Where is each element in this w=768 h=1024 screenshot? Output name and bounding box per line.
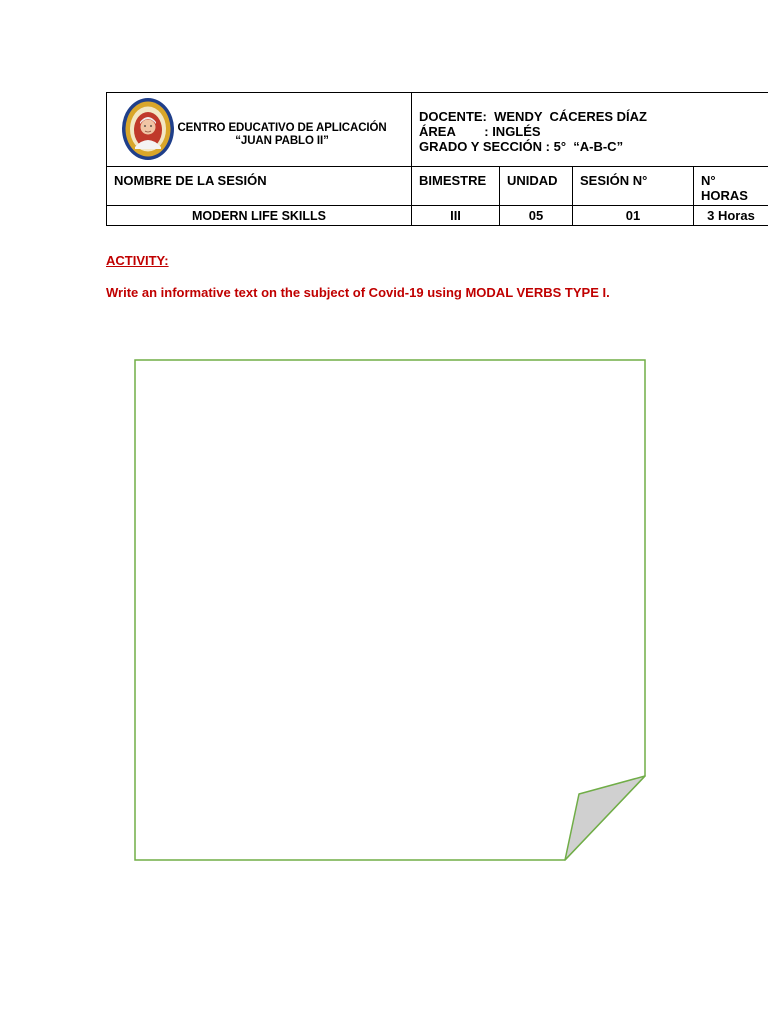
hours-label-line2: HORAS (701, 188, 748, 203)
school-logo-seal (121, 97, 175, 161)
writing-area-outline (135, 360, 645, 860)
unit-value: 05 (500, 206, 573, 226)
unit-label: UNIDAD (500, 167, 573, 206)
session-name-label: NOMBRE DE LA SESIÓN (107, 167, 412, 206)
hours-label (694, 167, 768, 206)
session-number-label: SESIÓN N° (573, 167, 694, 206)
session-header-table (106, 92, 768, 226)
teacher-name: DOCENTE: WENDY CÁCERES DÍAZ (419, 109, 647, 124)
session-number-value: 01 (573, 206, 694, 226)
teacher-info-cell (412, 93, 768, 167)
hours-value: 3 Horas (694, 206, 768, 226)
grade-section: GRADO Y SECCIÓN : 5° “A-B-C” (419, 139, 624, 154)
school-cell (107, 93, 412, 167)
hours-label-line1: N° (701, 173, 716, 188)
term-label: BIMESTRE (412, 167, 500, 206)
school-name (175, 122, 389, 148)
activity-instruction: Write an informative text on the subject of Covid-19 using MODAL VERBS TYPE I. (106, 285, 610, 300)
activity-title: ACTIVITY: (106, 253, 169, 268)
writing-box-page-curl (130, 355, 650, 865)
session-name-value: MODERN LIFE SKILLS (107, 206, 412, 226)
term-value: III (412, 206, 500, 226)
subject-area: ÁREA : INGLÉS (419, 124, 541, 139)
school-name-line1: CENTRO EDUCATIVO DE APLICACIÓN (177, 122, 387, 134)
school-name-line2: “JUAN PABLO II” (235, 135, 329, 147)
